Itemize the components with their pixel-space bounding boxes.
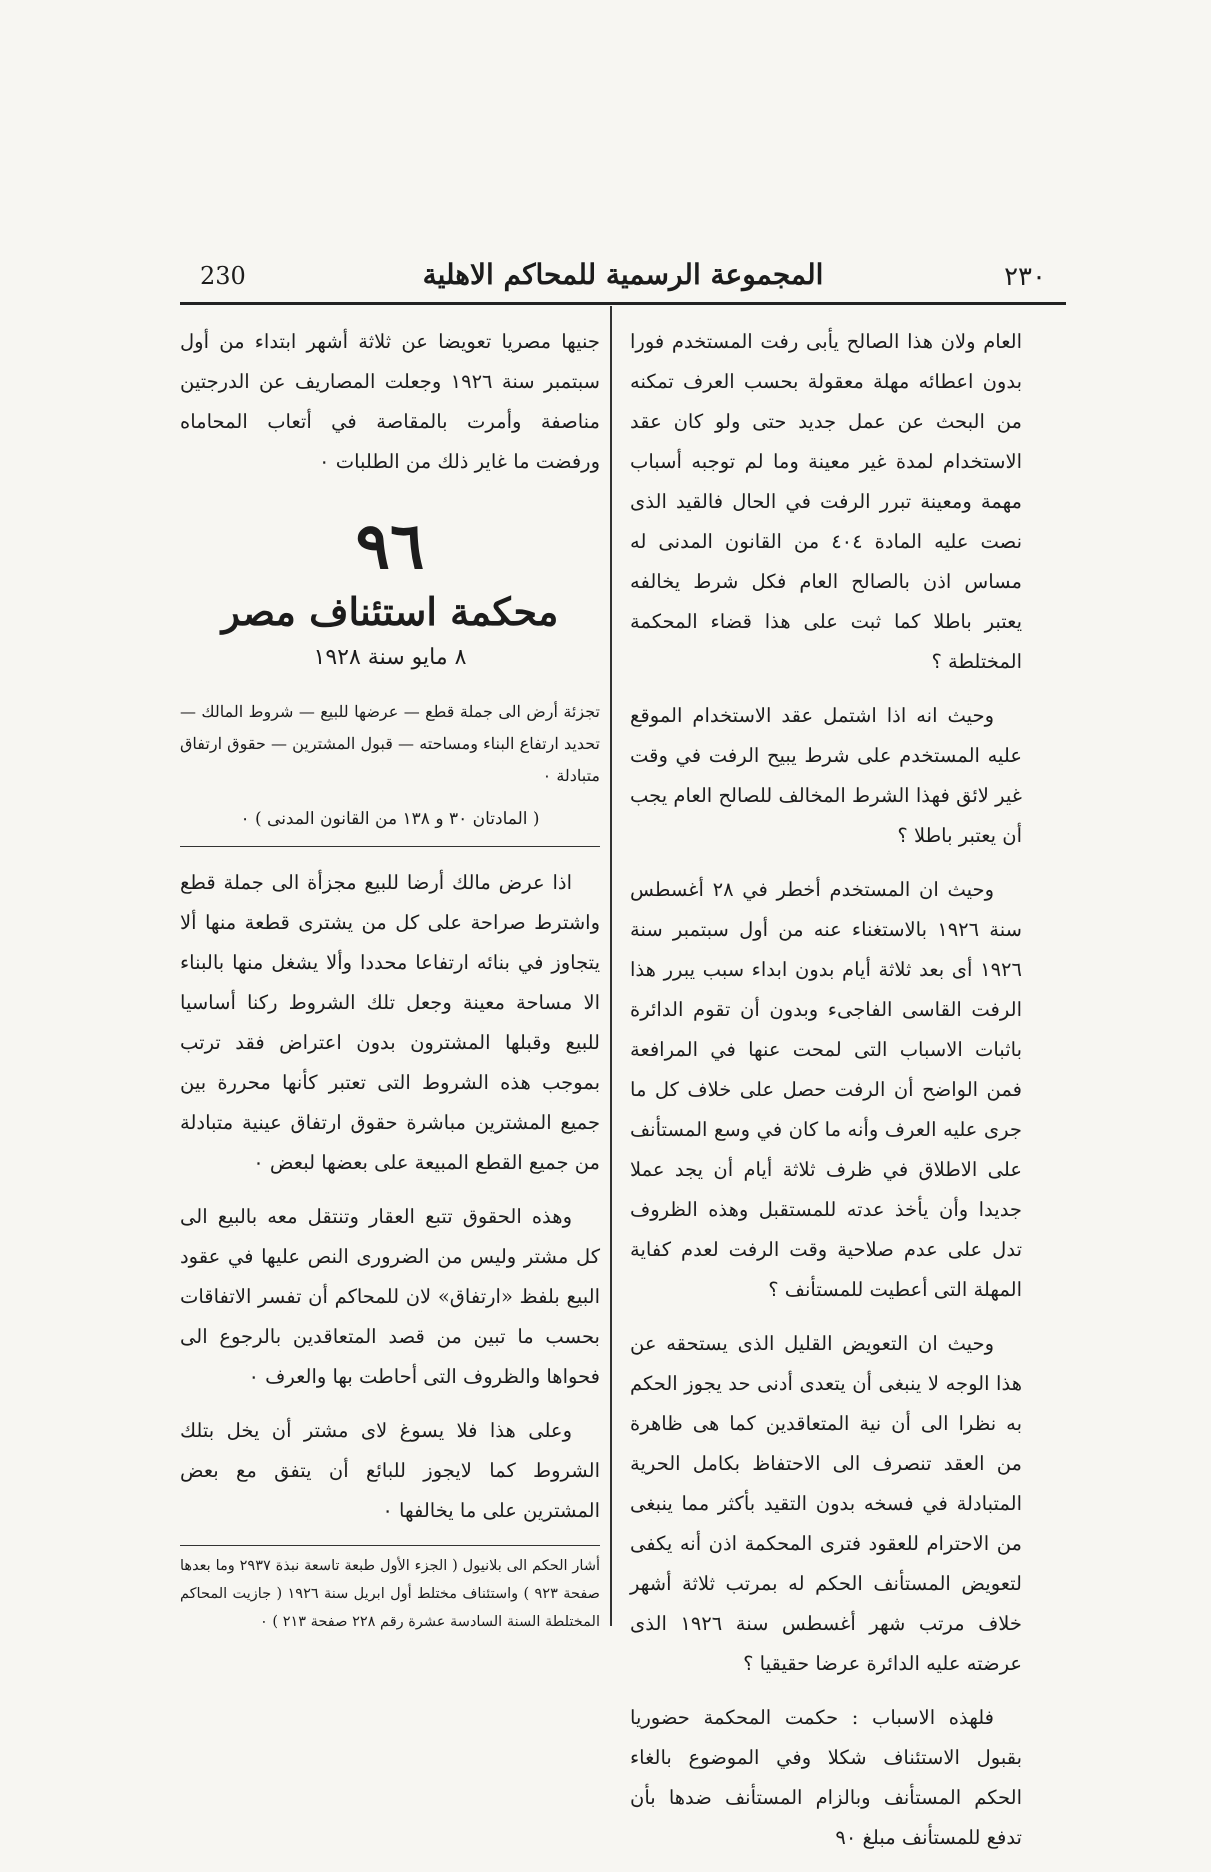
ruling-paragraph: اذا عرض مالك أرضا للبيع مجزأة الى جملة قطع واشترط صراحة على كل من يشترى قطعة منها ألا يتجاوز في بنائه ارتفاعا محددا وألا يشغل منها بالبناء الا مساحة معينة وجعل تلك الشروط ركنا أساسيا للبيع وقبلها المشترون بدون اعتراض فقد ترتب بموجب هذه الشروط التى تعتبر كأنها محررة بين جميع المشترين مباشرة حقوق ارتفاق عينية متبادلة من جميع القطع المبيعة على بعضها لبعض ٠ [180,871,600,1174]
case-summary: تجزئة أرض الى جملة قطع — عرضها للبيع — شروط المالك — تحديد ارتفاع البناء ومساحته — قبول المشترين — حقوق ارتفاق متبادلة ٠ [180,702,600,785]
court-name: محكمة استئناف مصر [221,589,559,634]
right-paragraph: العام ولان هذا الصالح يأبى رفت المستخدم فورا بدون اعطائه مهلة معقولة بحسب العرف تمكنه من البحث عن عمل جديد حتى ولو كان عقد الاستخدام لمدة غير معينة وما لم توجبه أسباب مهمة ومعينة تبرر الرفت في الحال فالقيد الذى نصت عليه المادة ٤٠٤ من القانون المدنى له مساس اذن بالصالح العام فكل شرط يخالفه يعتبر باطلا كما ثبت على هذا قضاء المحكمة المختلطة ؟ [630,330,1022,673]
page-header [180,258,1066,300]
header-rule [180,302,1066,305]
ruling-paragraph: وعلى هذا فلا يسوغ لاى مشتر أن يخل بتلك الشروط كما لايجوز للبائع أن يتفق مع بعض المشترين على ما يخالفها ٠ [180,1419,600,1522]
page-number-arabic: ٢٣٠ [1004,262,1046,292]
right-paragraph: فلهذه الاسباب : حكمت المحكمة حضوريا بقبول الاستئناف شكلا وفي الموضوع بالغاء الحكم المستأنف وبالزام المستأنف ضدها بأن تدفع للمستأنف مبلغ ٩٠ [630,1706,1022,1849]
intro-paragraph: جنيها مصريا تعويضا عن ثلاثة أشهر ابتداء من أول سبتمبر سنة ١٩٢٦ وجعلت المصاريف عن الدرجتين مناصفة وأمرت بالمقاصة في أتعاب المحاماه ورفضت ما غاير ذلك من الطلبات ٠ [180,330,600,473]
column-divider [610,306,612,1626]
right-paragraph: وحيث ان التعويض القليل الذى يستحقه عن هذا الوجه لا ينبغى أن يتعدى أدنى حد يجوز الحكم به نظرا الى أن نية المتعاقدين كما هى ظاهرة من العقد تنصرف الى الاحتفاظ بكامل الحرية المتبادلة في فسخه بدون التقيد بأكثر مما ينبغى من الاحترام للعقود فترى المحكمة اذن أنه يكفى لتعويض المستأنف الحكم له بمرتب ثلاثة أشهر خلاف مرتب شهر أغسطس سنة ١٩٢٦ الذى عرضته عليه الدائرة عرضا حقيقيا ؟ [630,1332,1022,1675]
footnote: أشار الحكم الى بلانيول ( الجزء الأول طبعة تاسعة نبذة ٢٩٣٧ وما بعدها صفحة ٩٢٣ ) واستئناف مختلط أول ابريل سنة ١٩٢٦ ( جازيت المحاكم المختلطة السنة السادسة عشرة رقم ٢٢٨ صفحة ٢١٣ ) ٠ [180,1558,600,1630]
page-number-latin: 230 [200,262,246,290]
case-date: ٨ مايو سنة ١٩٢٨ [313,645,467,670]
law-articles: ( المادتان ٣٠ و ١٣٨ من القانون المدنى ) ٠ [240,809,540,829]
case-number: ٩٦ [355,509,425,584]
footnote-rule [180,1545,600,1546]
right-paragraph: وحيث ان المستخدم أخطر في ٢٨ أغسطس سنة ١٩٢٦ بالاستغناء عنه من أول سبتمبر سنة ١٩٢٦ أى بعد ثلاثة أيام بدون ابداء سبب يبرر هذا الرفت القاسى الفاجىء وبدون أن تقوم الدائرة باثبات الاسباب التى لمحت عنها في المرافعة فمن الواضح أن الرفت حصل على خلاف كل ما جرى عليه العرف وأنه ما كان في وسع المستأنف على الاطلاق في ظرف ثلاثة أيام أن يجد عملا جديدا وأن يأخذ عدته للمستقبل وهذه الظروف تدل على عدم صلاحية وقت الرفت لعدم كفاية المهلة التى أعطيت للمستأنف ؟ [630,878,1022,1301]
section-rule [180,846,600,847]
journal-title: المجموعة الرسمية للمحاكم الاهلية [422,258,824,291]
right-paragraph: وحيث انه اذا اشتمل عقد الاستخدام الموقع عليه المستخدم على شرط يبيح الرفت في وقت غير لائق فهذا الشرط المخالف للصالح العام يجب أن يعتبر باطلا ؟ [630,704,1022,847]
ruling-paragraph: وهذه الحقوق تتبع العقار وتنتقل معه بالبيع الى كل مشتر وليس من الضرورى النص عليها في عقود البيع بلفظ «ارتفاق» لان للمحاكم أن تفسر الاتفاقات بحسب ما تبين من قصد المتعاقدين بالرجوع الى فحواها والظروف التى أحاطت بها والعرف ٠ [180,1205,600,1388]
right-column [630,322,1022,1872]
left-column [180,322,600,1636]
